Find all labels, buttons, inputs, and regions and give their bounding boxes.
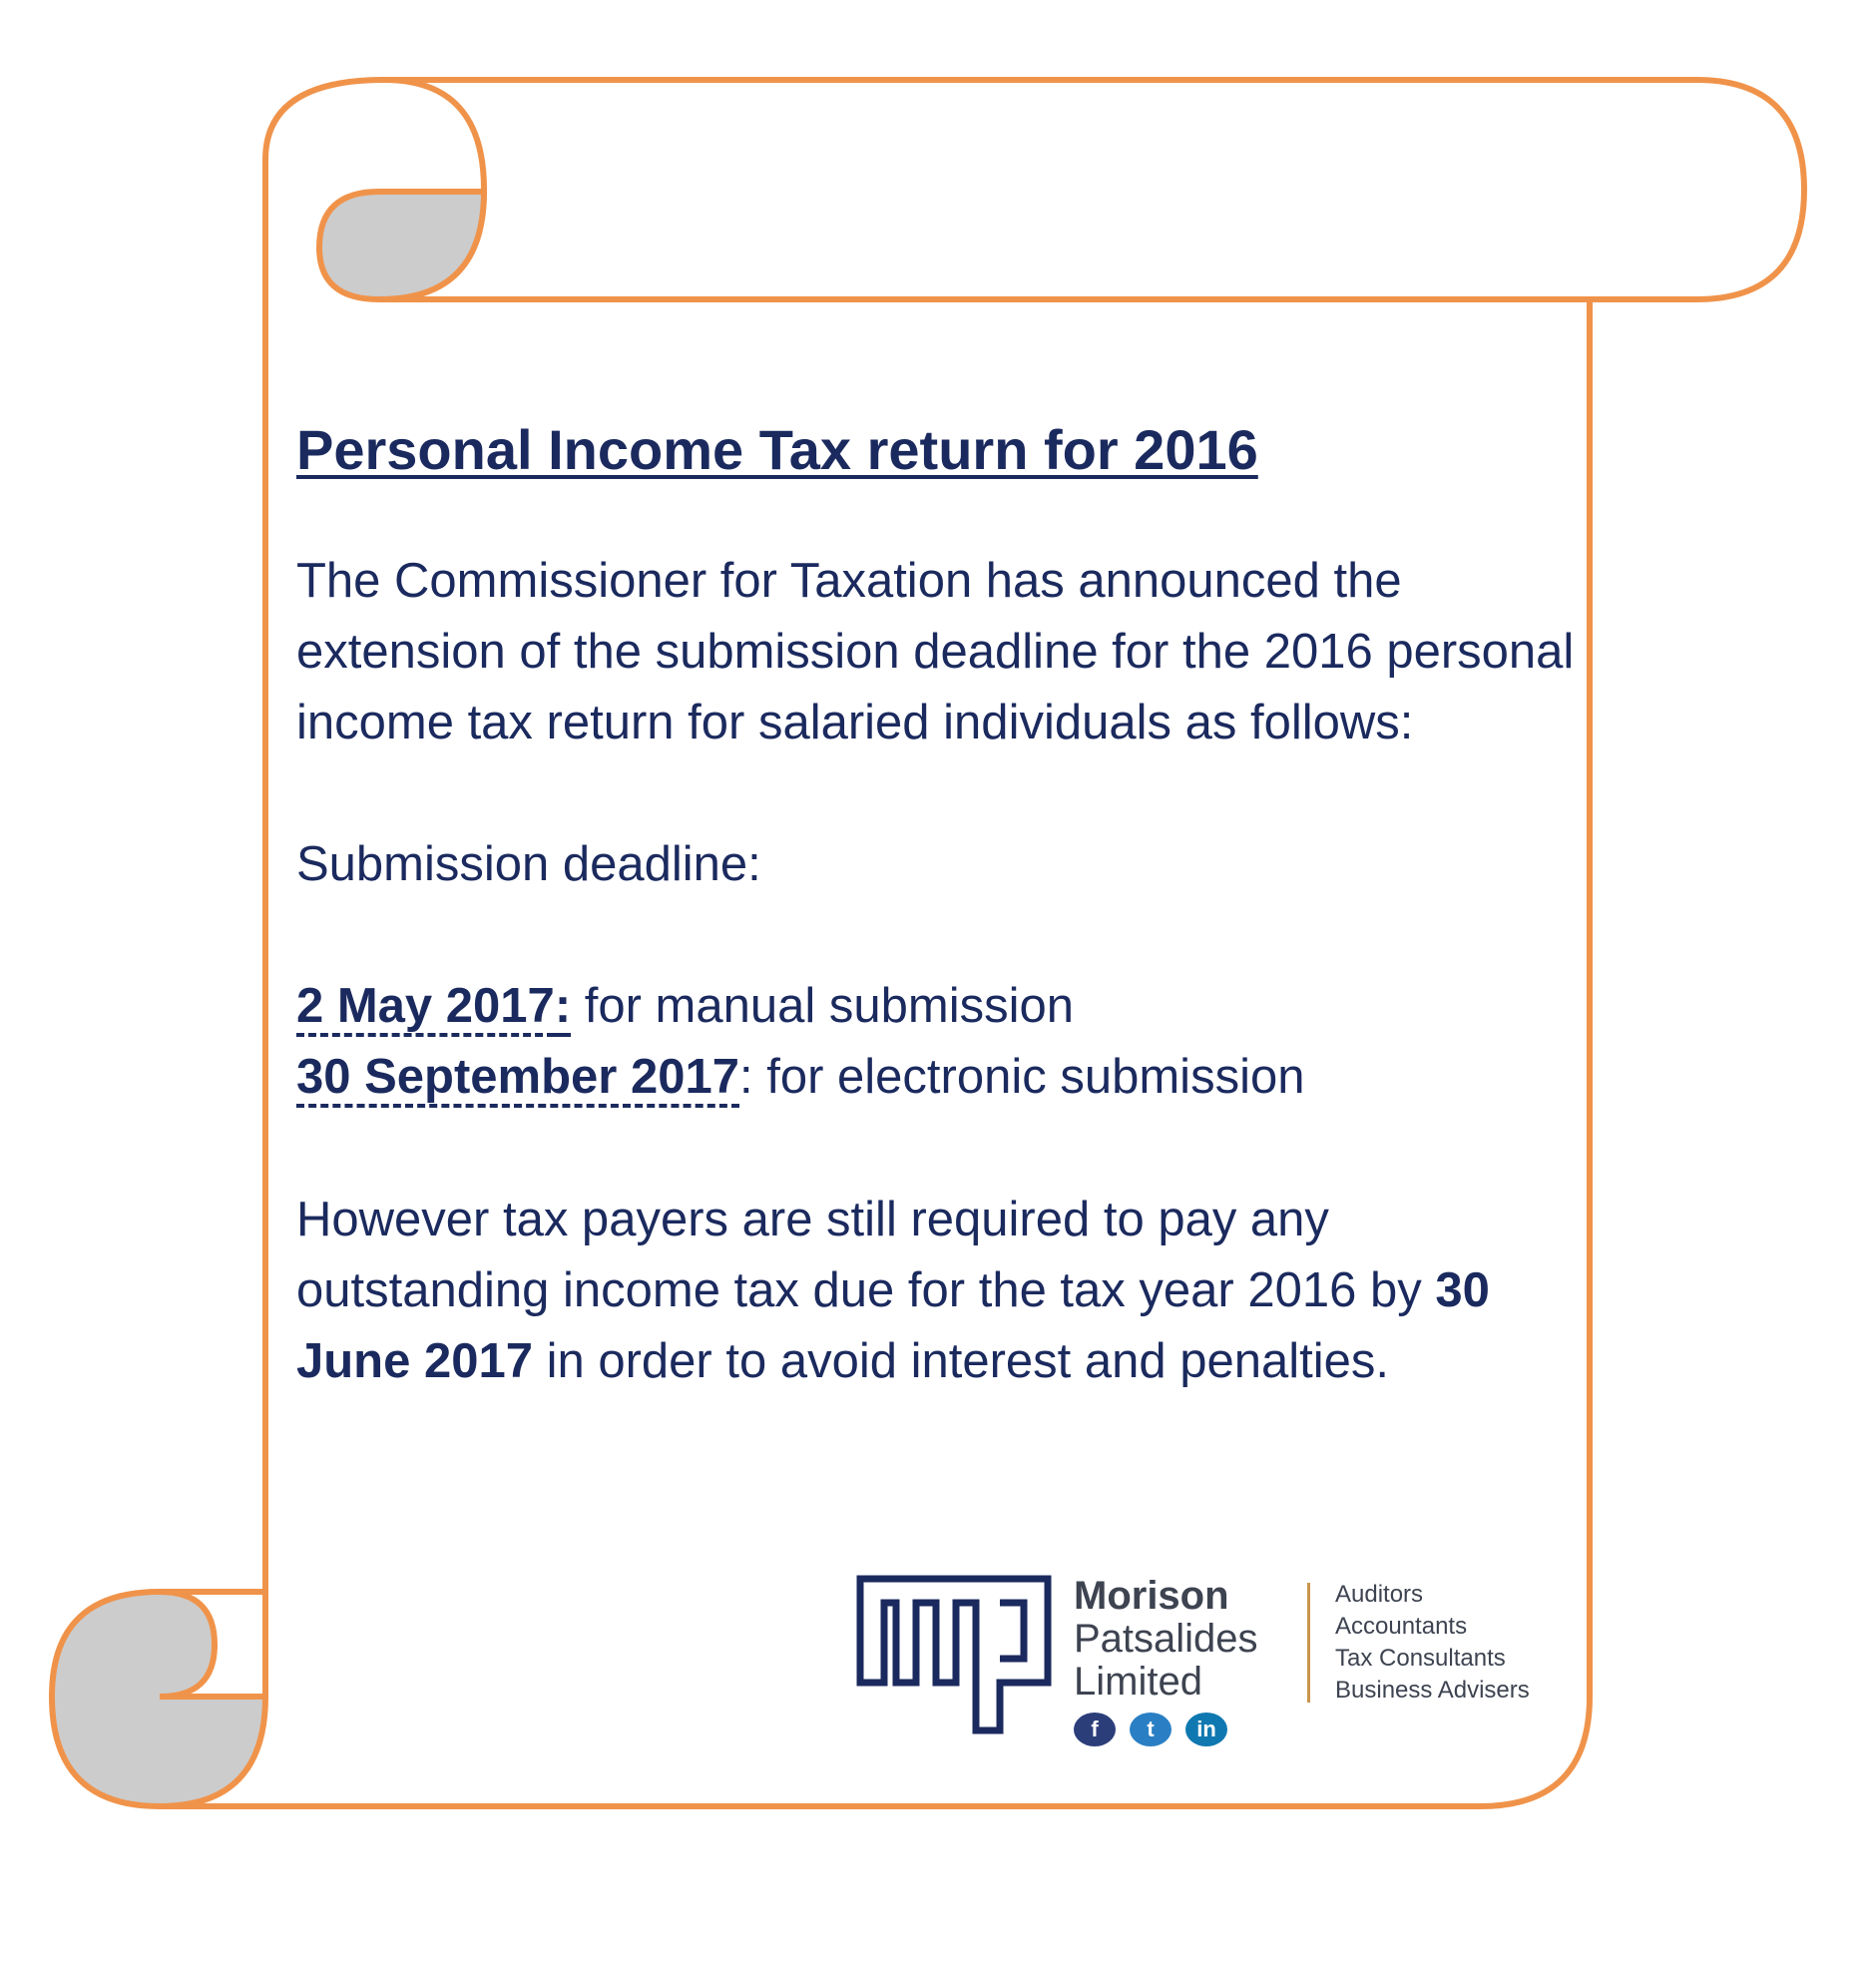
company-logo	[856, 1575, 1555, 1754]
linkedin-icon[interactable]: in	[1185, 1713, 1227, 1746]
deadline-date: 2 May 2017	[296, 979, 555, 1037]
deadline-text: for manual submission	[571, 979, 1074, 1033]
deadline-heading: Submission deadline:	[296, 837, 761, 891]
mp-logo-icon	[856, 1575, 1052, 1734]
page-title: Personal Income Tax return for 2016	[296, 418, 1258, 481]
payment-deadline: 30 June 2017	[296, 1263, 1490, 1388]
payment-paragraph: However tax payers are still required to pay any outstanding income tax due for the tax year 2016 by 30 June 2017 in order to avoid interest and penalties.	[296, 1193, 1490, 1388]
company-name: Morison Patsalides Limited	[1074, 1574, 1258, 1704]
social-icons	[1074, 1713, 1227, 1746]
deadline-date: 30 September 2017	[296, 1050, 739, 1108]
deadline-text: for electronic submission	[752, 1050, 1305, 1104]
company-services: Auditors Accountants Tax Consultants Business Advisers	[1335, 1581, 1530, 1704]
logo-divider	[1307, 1583, 1310, 1703]
announcement-paragraph: The Commissioner for Taxation has announced the extension of the submission deadline for the 2016 personal income tax return for salaried individuals as follows:	[296, 554, 1575, 749]
deadline-item-electronic: 30 September 2017: for electronic submission	[296, 1042, 1594, 1113]
scroll-top-roll	[379, 80, 1804, 299]
deadline-list	[296, 971, 1594, 1113]
deadline-item-manual: 2 May 2017: for manual submission	[296, 971, 1594, 1042]
notice-content	[296, 414, 1594, 1397]
scroll-top-curl	[319, 192, 484, 299]
twitter-icon[interactable]: t	[1130, 1713, 1172, 1746]
facebook-icon[interactable]: f	[1074, 1713, 1116, 1746]
